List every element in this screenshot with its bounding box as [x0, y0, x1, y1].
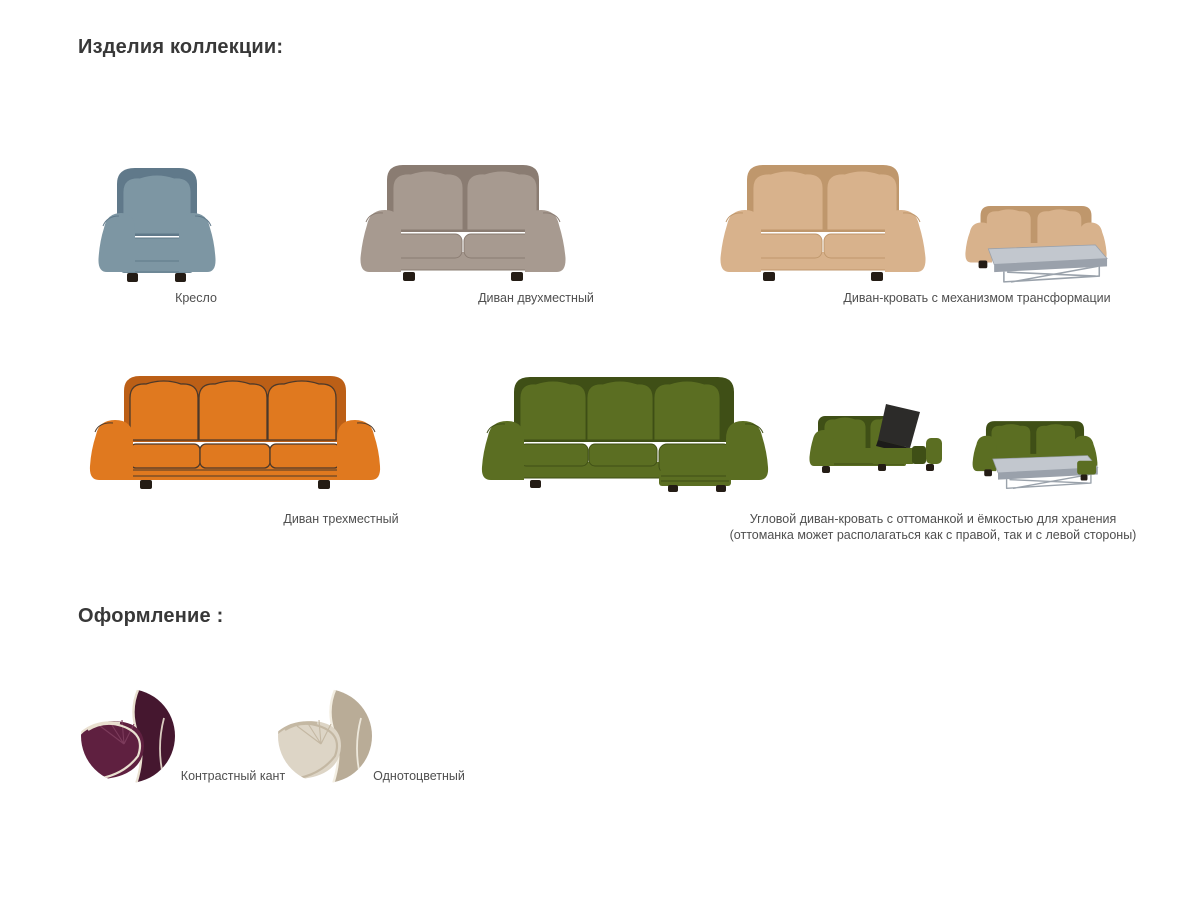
corner-sofa-caption-line1: Угловой диван-кровать с оттоманкой и ёмкостью для хранения	[749, 512, 1117, 526]
corner-sofa-storage-image	[808, 402, 946, 486]
design-section-title: Оформление :	[78, 605, 224, 627]
two-seat-sofa-image	[357, 154, 569, 284]
contrast-piping-swatch	[80, 688, 176, 784]
two-seat-sofa-caption: Диван двухместный	[478, 291, 594, 305]
sofa-bed-closed-image	[712, 154, 934, 284]
corner-sofa-bed-image	[960, 416, 1110, 490]
three-seat-sofa-image	[86, 366, 384, 492]
armchair-image	[95, 156, 219, 284]
sofa-bed-caption: Диван-кровать с механизмом трансформации	[843, 291, 1111, 305]
three-seat-sofa-caption: Диван трехместный	[283, 512, 399, 526]
contrast-piping-caption: Контрастный кант	[180, 769, 286, 783]
corner-sofa-image	[478, 368, 772, 492]
corner-sofa-caption-line2: (оттоманка может располагаться как с правой, так и с левой стороны)	[729, 528, 1137, 542]
armchair-caption: Кресло	[175, 291, 217, 305]
solid-color-caption: Однотоцветный	[373, 769, 465, 783]
corner-sofa-caption	[683, 511, 1183, 543]
sofa-bed-unfolded-image	[963, 200, 1109, 284]
collection-section-title: Изделия коллекции:	[78, 36, 284, 58]
